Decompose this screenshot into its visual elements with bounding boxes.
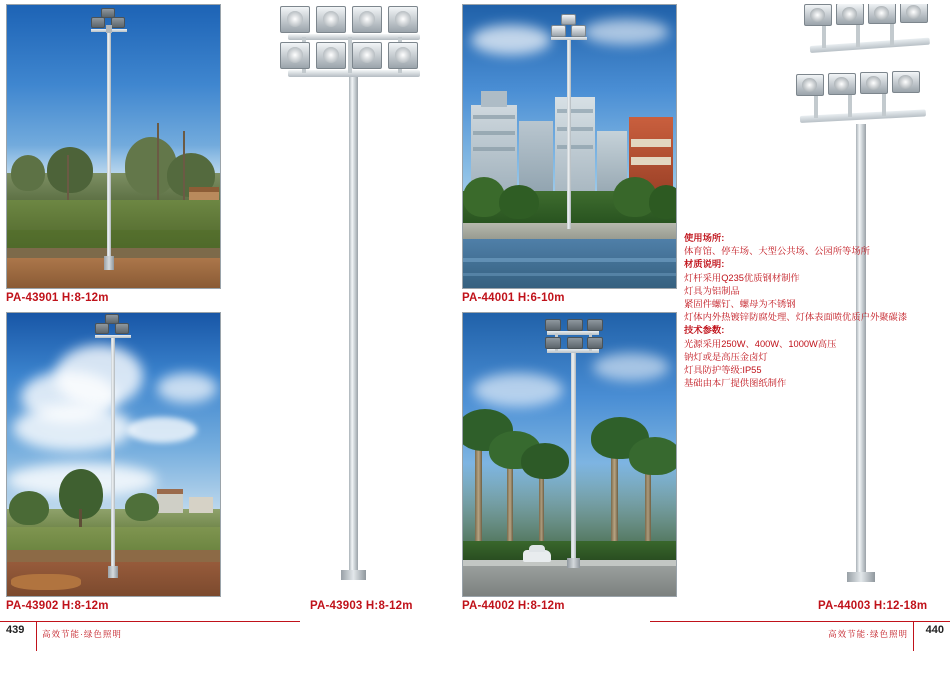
material-line-3: 紧固件螺钉、螺母为不锈钢	[684, 299, 796, 310]
footer-rule-right	[650, 621, 950, 622]
tech-heading: 技术参数:	[684, 325, 725, 336]
lamp-pole	[571, 337, 576, 565]
footer-rule-left	[0, 621, 300, 622]
tech-line-1: 光源采用250W、400W、1000W高压	[684, 338, 837, 349]
tech-line-2: 钠灯或是高压金卤灯	[684, 351, 768, 362]
caption-pa-44002: PA-44002 H:8-12m	[462, 600, 565, 612]
lamp-pole	[349, 76, 358, 576]
product-photo-pa-44001	[462, 4, 677, 289]
page-number-left: 439	[6, 624, 25, 636]
usage-line-1: 体育馆、停车场、大型公共场、公园所等场所	[684, 246, 870, 257]
lamp-pole	[567, 39, 571, 229]
footer-tick-left	[36, 621, 37, 651]
caption-pa-44001: PA-44001 H:6-10m	[462, 292, 565, 304]
product-photo-pa-43901	[6, 4, 221, 289]
material-heading: 材质说明:	[684, 259, 725, 270]
specifications-block	[684, 232, 934, 390]
product-photo-pa-43903	[238, 4, 453, 596]
tech-line-3: 灯具防护等级:IP55	[684, 365, 762, 376]
material-line-4: 灯体内外热镀锌防腐处理、灯体表面喷优质户外聚碳漆	[684, 312, 908, 323]
usage-heading: 使用场所:	[684, 233, 725, 243]
page-number-right: 440	[925, 624, 944, 636]
footer-slogan-right: 高效节能·绿色照明	[828, 629, 908, 639]
palm-crown	[629, 437, 677, 475]
caption-pa-43902: PA-43902 H:8-12m	[6, 600, 109, 612]
material-line-2: 灯具为铝制品	[684, 285, 740, 296]
product-photo-pa-44002	[462, 312, 677, 597]
material-line-1: 灯杆采用Q235优质钢材制作	[684, 272, 800, 283]
product-photo-pa-43902	[6, 312, 221, 597]
caption-pa-43901: PA-43901 H:8-12m	[6, 292, 109, 304]
footer-tick-right	[913, 621, 914, 651]
tech-line-4: 基础由本厂提供图纸制作	[684, 378, 787, 389]
caption-pa-43903: PA-43903 H:8-12m	[310, 600, 413, 612]
palm-crown	[521, 443, 569, 479]
lamp-pole	[111, 337, 115, 575]
caption-pa-44003: PA-44003 H:12-18m	[818, 600, 928, 612]
footer-slogan-left: 高效节能·绿色照明	[42, 629, 122, 639]
lamp-pole	[107, 31, 111, 257]
